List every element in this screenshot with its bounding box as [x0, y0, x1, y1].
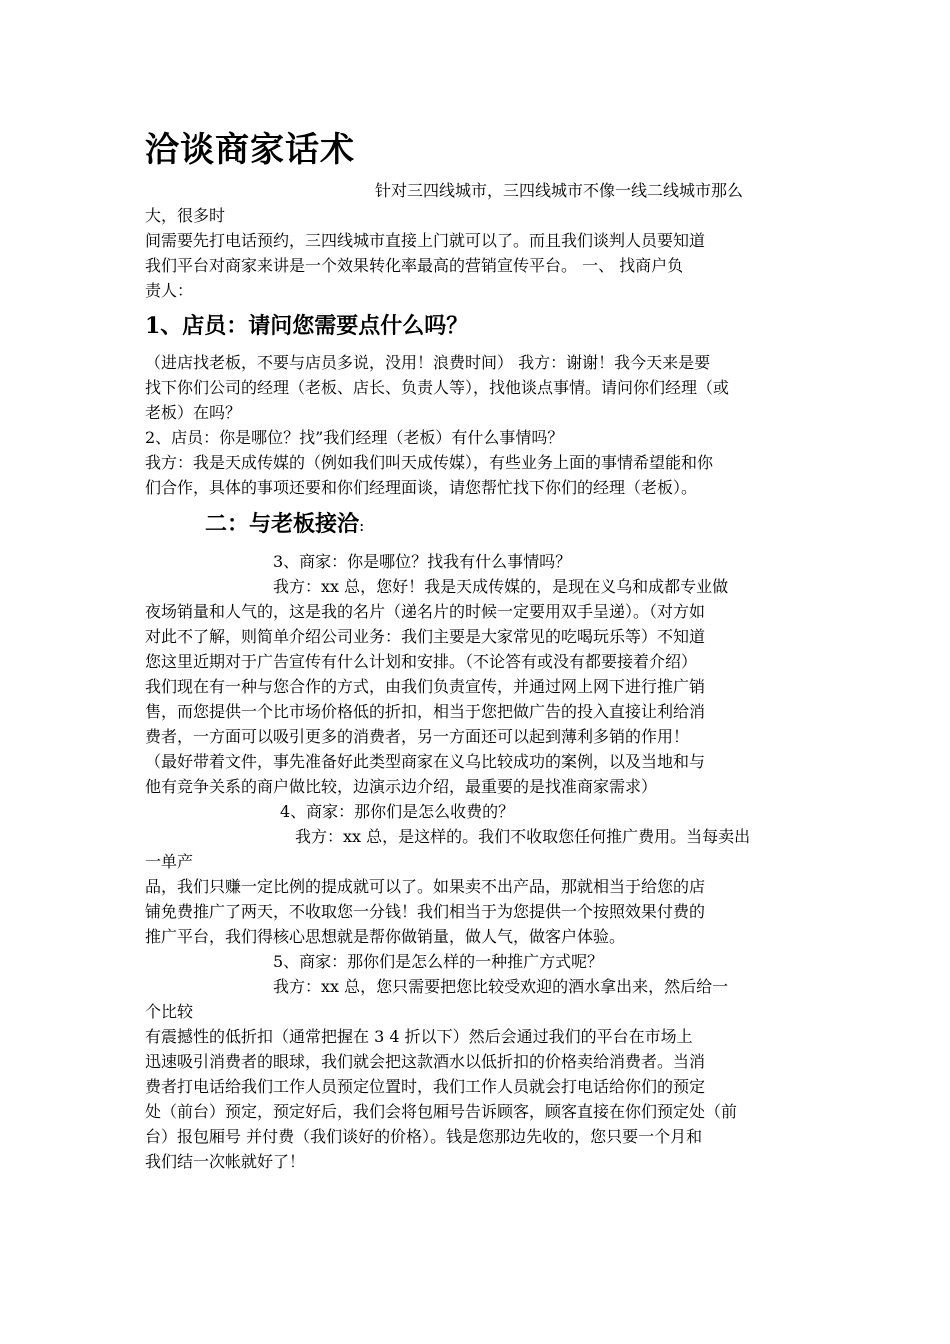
paragraph-line: 责人： [145, 281, 194, 300]
paragraph-line: 我们平台对商家来讲是一个效果转化率最高的营销宣传平台。 一、 找商户负 [145, 256, 684, 275]
paragraph-line: 有震撼性的低折扣（通常把握在 3 4 折以下）然后会通过我们的平台在市场上 [145, 1027, 693, 1046]
paragraph-line: 我方：xx 总，您好！我是天成传媒的，是现在义乌和成都专业做 [273, 577, 729, 596]
paragraph-line: 我们现在有一种与您合作的方式，由我们负责宣传，并通过网上网下进行推广销 [145, 677, 706, 696]
paragraph-line: 夜场销量和人气的，这是我的名片（递名片的时候一定要用双手呈递）。（对方如 [145, 602, 706, 621]
paragraph-line: 铺免费推广了两天，不收取您一分钱！我们相当于为您提供一个按照效果付费的 [145, 902, 706, 921]
paragraph-line: （最好带着文件，事先准备好此类型商家在义乌比较成功的案例，以及当地和与 [145, 752, 706, 771]
paragraph-line: 一单产 [145, 852, 194, 871]
paragraph-line: 们合作，具体的事项还要和你们经理面谈，请您帮忙找下你们的经理（老板）。 [145, 478, 698, 497]
paragraph-line: 2、店员：你是哪位？找”我们经理（老板）有什么事情吗？ [145, 428, 564, 447]
paragraph-line: 您这里近期对于广告宣传有什么计划和安排。（不论答有或没有都要接着介绍） [145, 652, 698, 671]
paragraph-line: 4、商家：那你们是怎么收费的？ [280, 802, 515, 821]
paragraph-line: 我们结一次帐就好了！ [145, 1152, 306, 1171]
paragraph-line: 找下你们公司的经理（老板、店长、负责人等），找他谈点事情。请问你们经理（或 [145, 378, 730, 397]
paragraph-line: 台）报包厢号 并付费（我们谈好的价格）。钱是您那边先收的，您只要一个月和 [145, 1127, 703, 1146]
paragraph-line: 品，我们只赚一定比例的提成就可以了。如果卖不出产品，那就相当于给您的店 [145, 877, 706, 896]
paragraph-line: 我方：xx 总，您只需要把您比较受欢迎的酒水拿出来，然后给一 [273, 977, 729, 996]
paragraph-line: 费者，一方面可以吸引更多的消费者，另一方面还可以起到薄利多销的作用！ [145, 727, 690, 746]
section-heading-2-colon: : [359, 516, 365, 535]
paragraph-line: 间需要先打电话预约，三四线城市直接上门就可以了。而且我们谈判人员要知道 [145, 231, 706, 250]
paragraph-line: 老板）在吗？ [145, 403, 242, 422]
paragraph-line: 迅速吸引消费者的眼球，我们就会把这款酒水以低折扣的价格卖给消费者。当消 [145, 1052, 706, 1071]
paragraph-line: 费者打电话给我们工作人员预定位置时，我们工作人员就会打电话给你们的预定 [145, 1077, 706, 1096]
section-heading-2-text: 二：与老板接洽 [205, 511, 360, 537]
section-heading-1: 1、店员：请问您需要点什么吗？ [145, 313, 469, 339]
document-title: 洽谈商家话术 [145, 130, 355, 170]
paragraph-line: 个比较 [145, 1002, 194, 1021]
paragraph-line: 大，很多时 [145, 206, 226, 225]
paragraph-line: 处（前台）预定，预定好后，我们会将包厢号告诉顾客，顾客直接在你们预定处（前 [145, 1102, 738, 1121]
paragraph-line: 售，而您提供一个比市场价格低的折扣，相当于您把做广告的投入直接让利给消 [145, 702, 706, 721]
paragraph-line: 我方：xx 总，是这样的。我们不收取您任何推广费用。当每卖出 [295, 827, 751, 846]
paragraph-line: 我方：我是天成传媒的（例如我们叫天成传媒），有些业务上面的事情希望能和你 [145, 453, 714, 472]
paragraph-line: 他有竞争关系的商户做比较，边演示边介绍，最重要的是找准商家需求） [145, 777, 658, 796]
paragraph-line: 对此不了解，则简单介绍公司业务：我们主要是大家常见的吃喝玩乐等）不知道 [145, 627, 706, 646]
paragraph-line: 推广平台，我们得核心思想就是帮你做销量，做人气，做客户体验。 [145, 927, 626, 946]
paragraph-line: （进店找老板，不要与店员多说，没用！浪费时间） 我方：谢谢！我今天来是要 [145, 353, 711, 372]
paragraph-line: 针对三四线城市，三四线城市不像一线二线城市那么 [375, 181, 744, 200]
section-heading-2 [205, 509, 364, 541]
paragraph-line: 5、商家：那你们是怎么样的一种推广方式呢？ [273, 952, 604, 971]
paragraph-line: 3、商家：你是哪位？找我有什么事情吗？ [273, 552, 572, 571]
